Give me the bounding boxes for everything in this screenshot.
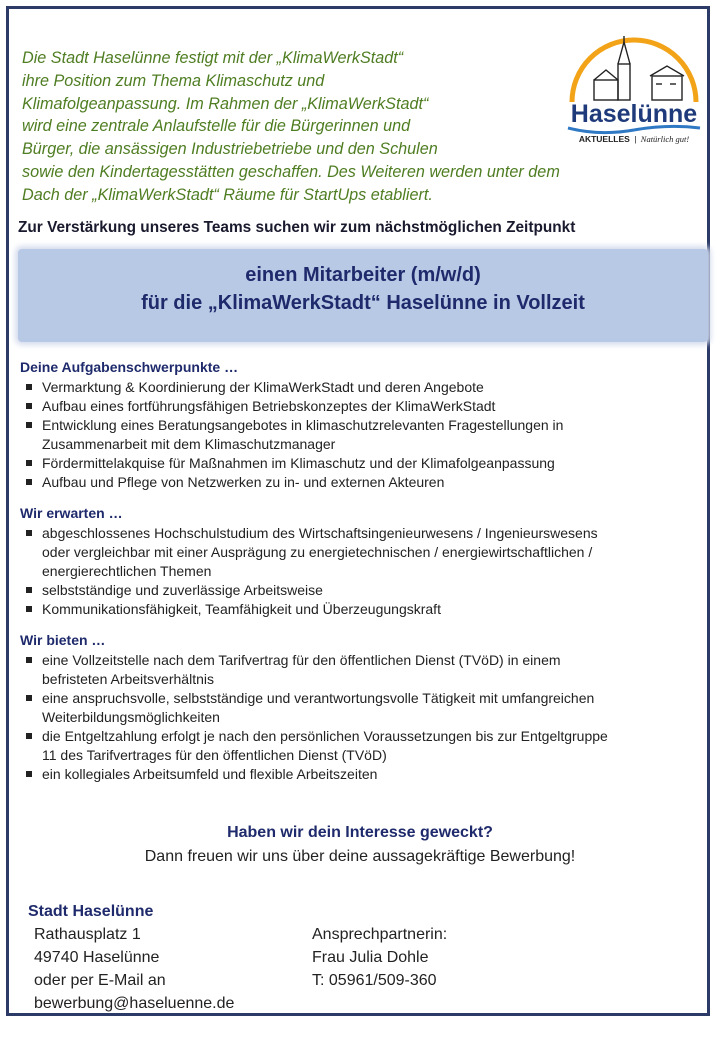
address-block (28, 900, 234, 1015)
logo-tagline-left: AKTUELLES (578, 134, 630, 144)
section-title: Wir bieten … (20, 632, 106, 648)
address-city: 49740 Haselünne (34, 949, 160, 966)
logo-tagline-right: Natürlich gut! (640, 134, 690, 144)
position-title-line1: einen Mitarbeiter (m/w/d) (245, 264, 481, 286)
intro-line: wird eine zentrale Anlaufstelle für die Bürgerinnen und (22, 117, 411, 136)
logo-sun-arc (572, 40, 696, 102)
call-to-action (0, 821, 720, 869)
list-item: Fördermittelakquise für Maßnahmen im Klimaschutz und der Klimafolgeanpassung (20, 454, 700, 473)
list-item: eine Vollzeitstelle nach dem Tarifvertrag für den öffentlichen Dienst (TVöD) in einem befristeten Arbeitsverhältnis (20, 651, 700, 689)
section-title: Deine Aufgabenschwerpunkte … (20, 359, 239, 375)
svg-text:AKTUELLES | Natürlich (579, 134, 690, 144)
list-item: Aufbau und Pflege von Netzwerken zu in- und externen Akteuren (20, 473, 700, 492)
contact-phone[interactable]: T: 05961/509-360 (312, 972, 437, 989)
address-street: Rathausplatz 1 (34, 926, 141, 943)
intro-line: Dach der „KlimaWerkStadt“ Räume für StartUps etabliert. (22, 185, 433, 204)
contact-name: Frau Julia Dohle (312, 949, 429, 966)
subheading: Zur Verstärkung unseres Teams suchen wir zum nächstmöglichen Zeitpunkt (18, 219, 576, 236)
address-email-intro: oder per E-Mail an (34, 972, 166, 989)
cta-question: Haben wir dein Interesse geweckt? (227, 824, 493, 841)
intro-line: ihre Position zum Thema Klimaschutz und (22, 71, 325, 90)
contact-label: Ansprechpartnerin: (312, 926, 448, 943)
list-item: Entwicklung eines Beratungsangebotes in klimaschutzrelevanten Fragestellungen in Zusammenarbeit mit dem Klimaschutzmanager (20, 416, 700, 454)
list-item: ein kollegiales Arbeitsumfeld und flexible Arbeitszeiten (20, 765, 700, 784)
cta-answer: Dann freuen wir uns über deine aussagekräftige Bewerbung! (144, 848, 576, 865)
list-item: abgeschlossenes Hochschulstudium des Wirtschaftsingenieurwesens / Ingenieurswesens oder vergleichbar mit einer Ausprägung zu energietechnischen / energiewirtschaftlichen / energierechtlichen Themen (20, 524, 700, 581)
list-item: Aufbau eines fortführungsfähigen Betriebskonzeptes der KlimaWerkStadt (20, 397, 700, 416)
list-item: eine anspruchsvolle, selbstständige und verantwortungsvolle Tätigkeit mit umfangreichen Weiterbildungsmöglichkeiten (20, 689, 700, 727)
list-item: die Entgeltzahlung erfolgt je nach den persönlichen Voraussetzungen bis zur Entgeltgruppe 11 des Tarifvertrages für den öffentlichen Dienst (TVöD) (20, 727, 700, 765)
logo-name: Haselünne (570, 100, 698, 128)
application-email-link[interactable]: bewerbung@haseluenne.de (34, 995, 235, 1012)
logo-tagline-sep: | (634, 134, 637, 144)
haselunne-logo (560, 24, 708, 154)
address-org: Stadt Haselünne (28, 903, 154, 920)
contact-block (312, 923, 447, 992)
section-requirements (20, 504, 700, 619)
section-offer (20, 631, 700, 784)
position-banner (18, 249, 708, 342)
section-tasks (20, 358, 700, 492)
intro-line: Bürger, die ansässigen Industriebetriebe und den Schulen (22, 140, 438, 159)
list-item: Vermarktung & Koordinierung der KlimaWerkStadt und deren Angebote (20, 378, 700, 397)
list-item: selbstständige und zuverlässige Arbeitsweise (20, 581, 700, 600)
intro-line: sowie den Kindertagesstätten geschaffen. Des Weiteren werden unter dem (22, 162, 560, 181)
list-item: Kommunikationsfähigkeit, Teamfähigkeit und Überzeugungskraft (20, 600, 700, 619)
position-title-line2: für die „KlimaWerkStadt“ Haselünne in Vollzeit (141, 292, 585, 314)
intro-line: Die Stadt Haselünne festigt mit der „KlimaWerkStadt“ (22, 49, 404, 67)
intro-line: Klimafolgeanpassung. Im Rahmen der „KlimaWerkStadt“ (22, 94, 429, 113)
section-title: Wir erwarten … (20, 505, 123, 521)
